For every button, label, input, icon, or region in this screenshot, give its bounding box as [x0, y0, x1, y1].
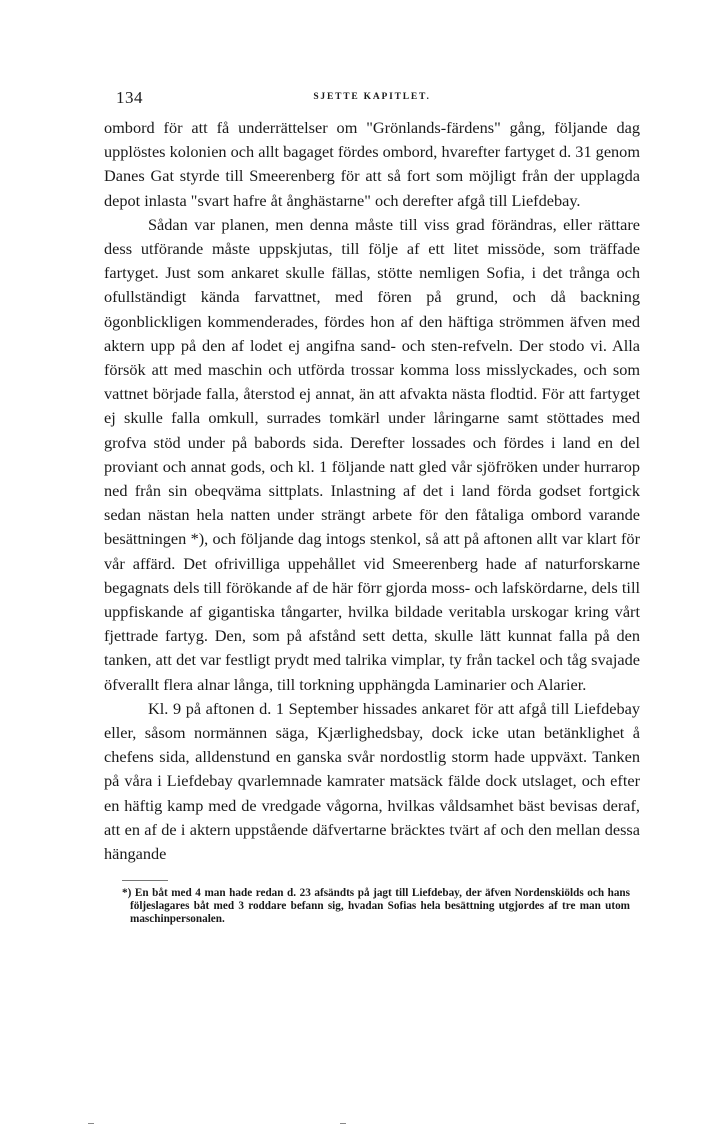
- paragraph-1: ombord för att få underrättelser om "Grönlands-färdens" gång, följande dag upplöstes kolonien och allt bagaget fördes ombord, hvarefter fartyget d. 31 genom Danes Gat styrde till Smeerenberg för att så fort som möjligt från der upplagda depot inlasta "svart hafre åt ånghästarne" och derefter afgå till Liefdebay.: [104, 118, 640, 210]
- book-page: [104, 88, 640, 926]
- body-text: [104, 116, 640, 866]
- paragraph-3: Kl. 9 på aftonen d. 1 September hissades ankaret för att afgå till Liefdebay eller, såsom normännen säga, Kjærlighedsbay, dock icke utan betänklighet å chefens sida, alldenstund en ganska svår nordostlig storm hade uppväxt. Tanken på våra i Liefdebay qvarlemnade kamrater matsäck fälde dock utslaget, och efter en häftig kamp med de vredgade vågorna, hvilkas våldsamhet bäst bevisas deraf, att en af de i aktern uppstående däfvertarne bräcktes tvärt af och den mellan dessa hängande: [104, 698, 640, 864]
- page-number: 134: [116, 88, 143, 107]
- paragraph-2: Sådan var planen, men denna måste till viss grad förändras, eller rättare dess utförande måste uppskjutas, till följe af ett litet missöde, som träffade fartyget. Just som ankaret skulle fällas, stötte nemligen Sofia, i det trånga och ofullständigt kända farvattnet, med fören på grund, och då backning ögonblickligen kommenderades, fördes hon af den häftiga strömmen äfven med aktern upp på den af lodet ej angifna sand- och sten-refveln. Der stodo vi. Alla försök att med maschin och utförda trossar komma loss misslyckades, och som vattnet började falla, återstod ej annat, än att afvakta nästa flodtid. För att fartyget ej skulle falla omkull, surrades tomkärl under låringarne samt stöttades med grofva stöd under på babords sida. Derefter lossades och fördes i land en del proviant och annat gods, och kl. 1 följande natt gled vår sjöfröken under hurrarop ned från sin obeqväma sittplats. Inlastning af det i land förda godset fortgick sedan nästan hela natten under strängt arbete för den fåtaliga ombord varande besättningen *), och följande dag intogs stenkol, så att på aftonen allt var klart för vår affärd. Det ofrivilliga uppehållet vid Smeerenberg hade af naturforskarne begagnats dels till förökande af de här förr gjorda moss- och lafskördarne, dels till uppfiskande af gigantiska tångarter, hvilka bildade veritabla urskogar kring vårt fjettrade fartyg. Den, som på afstånd sett detta, skulle lätt kunnat falla på den tanken, att det var festligt prydt med talrika vimplar, ty från tackel och tåg svajade öfverallt flera alnar långa, till torkning upphängda Laminarier och Alarier.: [104, 214, 640, 694]
- footnote-rule: [122, 880, 168, 881]
- page-header: [104, 88, 640, 110]
- scan-speck: [88, 1123, 94, 1124]
- scan-speck: [340, 1123, 346, 1124]
- running-head: SJETTE KAPITLET.: [313, 92, 431, 102]
- footnote: *) En båt med 4 man hade redan d. 23 afsändts på jagt till Liefdebay, der äfven Nordenskiölds och hans följeslagares båt med 3 roddare befann sig, hvadan Sofias hela besättning utgjordes af tre man utom maschinpersonalen.: [122, 887, 630, 926]
